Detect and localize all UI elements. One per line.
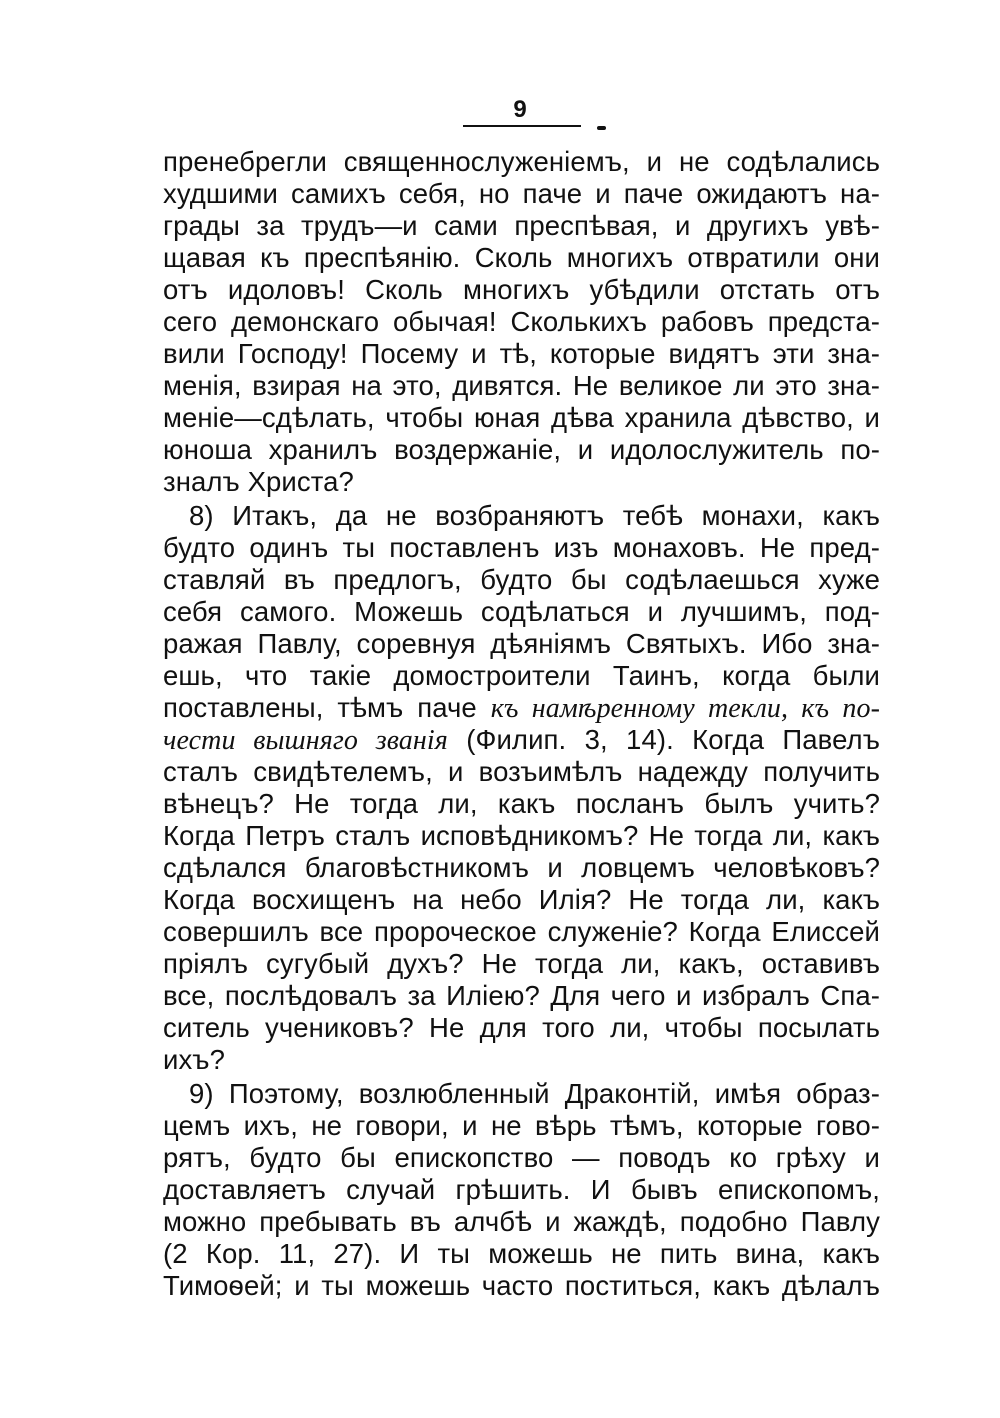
text-line: можно пребывать въ алчбѣ и жаждѣ, подобно Павлу xyxy=(163,1206,880,1237)
text-line: ихъ? xyxy=(163,1044,225,1075)
text-line: сдѣлался благовѣстникомъ и ловцемъ человѣковъ? xyxy=(163,852,880,883)
text-line: Когда восхищенъ на небо Илія? Не тогда ли, какъ xyxy=(163,884,880,915)
scripture-quote: къ намѣренному текли, къ по- xyxy=(490,693,880,724)
header-rule xyxy=(463,125,581,127)
text-line: ешь, что такіе домостроители Таинъ, когда были xyxy=(163,660,880,691)
text-line: Когда Петръ сталъ исповѣдникомъ? Не тогда ли, какъ xyxy=(163,820,880,851)
text-line: вѣнецъ? Не тогда ли, какъ посланъ былъ учить? xyxy=(163,788,880,819)
text-line: пренебрегли священнослуженіемъ, и не содѣлались xyxy=(163,146,880,177)
text-line: ситель учениковъ? Не для того ли, чтобы посылать xyxy=(163,1012,880,1043)
text-line: отъ идоловъ! Сколь многихъ убѣдили отстать отъ xyxy=(163,274,880,305)
text-line: ставляй въ предлогъ, будто бы содѣлаешься хуже xyxy=(163,564,880,595)
scripture-quote: чести вышняго званія xyxy=(163,725,448,756)
text-line: сталъ свидѣтелемъ, и возъимѣлъ надежду получить xyxy=(163,756,880,787)
text-line-with-quote xyxy=(163,692,880,724)
text-line: будто одинъ ты поставленъ изъ монаховъ. Не пред- xyxy=(163,532,880,563)
page-number: 9 xyxy=(513,96,527,123)
text-line: вили Господу! Посему и тѣ, которые видятъ эти зна- xyxy=(163,338,880,369)
header-ink-mark xyxy=(597,126,606,130)
text-line: щавая къ преспѣянію. Сколь многихъ отвратили они xyxy=(163,242,880,273)
text-line: все, послѣдовалъ за Иліею? Для чего и избралъ Спа- xyxy=(163,980,880,1011)
text-fragment: поставлены, тѣмъ паче xyxy=(163,692,491,723)
text-line: (2 Кор. 11, 27). И ты можешь не пить вина, какъ xyxy=(163,1238,880,1269)
text-line: пріялъ сугубый духъ? Не тогда ли, какъ, оставивъ xyxy=(163,948,880,979)
text-line: меніе—сдѣлать, чтобы юная дѣва хранила дѣвство, и xyxy=(163,402,880,433)
paragraph-9-first-line: 9) Поэтому, возлюбленный Драконтій, имѣя образ- xyxy=(189,1078,880,1109)
text-line: менія, взирая на это, дивятся. Не великое ли это зна- xyxy=(163,370,880,401)
text-line: ражая Павлу, соревнуя дѣяніямъ Святыхъ. Ибо зна- xyxy=(163,628,880,659)
text-line: сего демонскаго обычая! Сколькихъ рабовъ предста- xyxy=(163,306,880,337)
paragraph-8-first-line: 8) Итакъ, да не возбраняютъ тебѣ монахи, какъ xyxy=(189,500,880,531)
text-line: доставляетъ случай грѣшить. И бывъ епископомъ, xyxy=(163,1174,880,1205)
text-line: худшими самихъ себя, но паче и паче ожидаютъ на- xyxy=(163,178,880,209)
text-line: грады за трудъ—и сами преспѣвая, и другихъ увѣ- xyxy=(163,210,880,241)
text-line: юноша хранилъ воздержаніе, и идолослужитель по- xyxy=(163,434,880,465)
text-line: Тимоѳей; и ты можешь часто поститься, какъ дѣлалъ xyxy=(163,1270,880,1301)
text-line: себя самого. Можешь содѣлаться и лучшимъ, под- xyxy=(163,596,880,627)
text-line: рятъ, будто бы епископство — поводъ ко грѣху и xyxy=(163,1142,880,1173)
text-fragment: (Филип. 3, 14). Когда Павелъ xyxy=(447,724,880,755)
text-line: совершилъ все пророческое служеніе? Когда Елиссей xyxy=(163,916,880,947)
text-line: зналъ Христа? xyxy=(163,466,354,497)
body-text xyxy=(163,146,880,1302)
text-line-with-quote xyxy=(163,724,880,756)
text-line: цемъ ихъ, не говори, и не вѣрь тѣмъ, которые гово- xyxy=(163,1110,880,1141)
